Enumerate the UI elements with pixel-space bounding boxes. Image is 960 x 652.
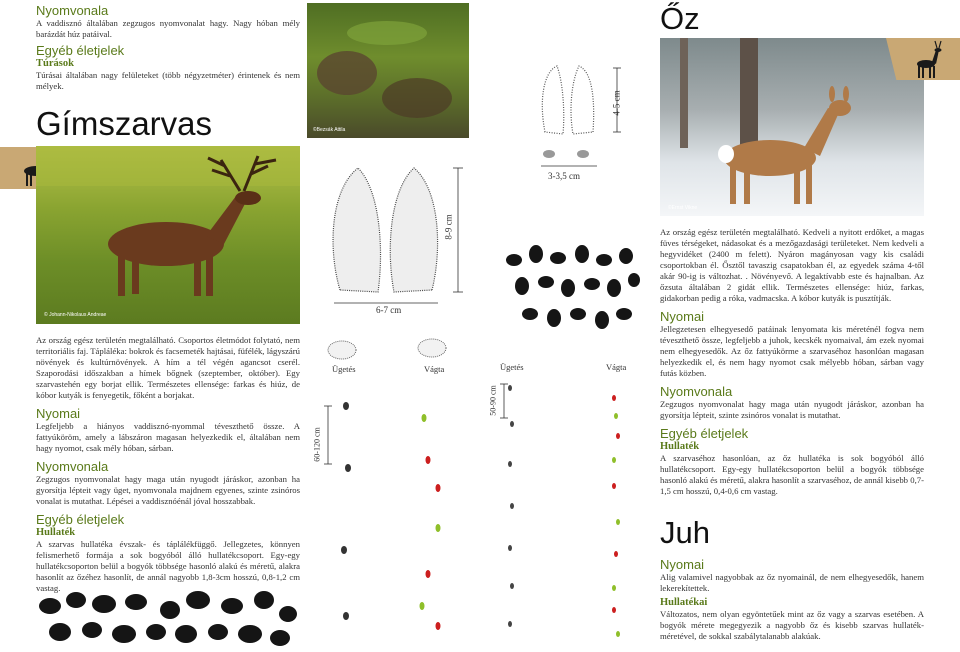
red-deer-tracks-heading: Nyomai <box>36 406 81 421</box>
roe-deer-photo-credit: ©Ernst Vikne <box>668 205 698 211</box>
roe-deer-droppings-subheading: Hullaték <box>660 441 700 452</box>
roe-deer-illustration <box>660 38 924 216</box>
boar-track-line-heading: Nyomvonala <box>36 3 109 18</box>
roe-deer-title: Őz <box>660 1 700 36</box>
red-deer-droppings-text: A szarvas hullatéka évszak- és táplálékfüggő. Jellegzetes, könnyen felismerhető formája a sok bogyóból álló hullatékcsoport. Egy-egy hullatékcsoporton belül a bogyók többsége hasonló alakú és méretű, alakra hasonlít az őzéhez hasonlít, de annál nagyobb 1,8-3cm hosszú, 0,8-1,2 cm vastag. <box>36 539 300 593</box>
red-deer-footprint-width: 6-7 cm <box>376 305 402 315</box>
roe-footprint-length: 4-5 cm <box>611 90 622 116</box>
red-deer-footprint <box>320 160 470 320</box>
sheep-title: Juh <box>660 515 710 550</box>
roe-deer-badge <box>886 38 960 80</box>
red-deer-trot-label: Ügetés <box>332 364 356 374</box>
roe-deer-track-line-text: Zegzugos nyomvonalat hagy maga után nyugodt járáskor, azonban ha gyorsítja lépteit, szinte zsinóros vonalat is mutathat. <box>660 399 924 420</box>
roe-deer-tracks-text: Jellegzetesen elhegyesedő patáinak lenyomata kis méreténél fogva nem téveszthető össze, legfeljebb a juhok, kecskék nyomaival, ám ezek nyomai nem elhegyesedők. Az őz fattyúkörme a szarvaséhoz hasonlóan magasan helyezkedik el, és nem hagy nyomot csak mélyebb hóban, sárban vagy futás közben. <box>660 324 924 378</box>
left-column-top <box>36 3 300 92</box>
roe-deer-droppings-image <box>502 240 644 340</box>
red-deer-intro: Az ország egész területén megtalálható. Csoportos életmódot folytató, nem territoriális faj. Tápláléka: bokrok és facsemeték hajtásai, füfélék, lágyszárú növények és kultúrnövények. A hím a tél végén agancsot cserél. Szaporodási időszakban a hímek bőgnek (szeptember, október). Egy szarvastehén egy borjat ellik. Természetes ellensége: farkas és hiúz, de kóbor kutyák is fenyegetik, főként a borjakat. <box>36 335 300 400</box>
boar-other-signs-heading: Egyéb életjelek <box>36 43 125 58</box>
roe-deer-stride-label: 50-90 cm <box>488 385 498 416</box>
boar-rooting-subheading: Túrások <box>36 58 74 69</box>
red-deer-track-line <box>310 378 470 650</box>
red-deer-stride-label: 60-120 cm <box>312 427 322 462</box>
boar-track-line-text: A vaddisznó általában zegzugos nyomvonalat hagy. Nagy hóban mély barázdát húz patáival. <box>36 18 300 39</box>
roe-deer-track-line <box>490 378 650 650</box>
red-deer-droppings-image <box>36 588 300 650</box>
red-deer-track-line-heading: Nyomvonala <box>36 459 109 474</box>
red-deer-tracks-text: Legfeljebb a hiányos vaddisznó-nyommal téveszthető össze. A fattyúköröm, amely a lábszáron magasan helyezkedik el, általában nem hagy nyomot, csak mély hóban, sárban. <box>36 421 300 453</box>
red-deer-droppings-subheading: Hullaték <box>36 527 76 538</box>
roe-deer-text-block <box>660 227 924 497</box>
red-deer-gait-sketch <box>324 338 454 362</box>
red-deer-title: Gímszarvas <box>36 105 213 142</box>
rooting-ground-illustration <box>307 3 469 138</box>
roe-deer-other-signs-heading: Egyéb életjelek <box>660 426 749 441</box>
roe-deer-photo <box>660 38 924 216</box>
sheep-tracks-text: Alig valamivel nagyobbak az őz nyomainál, de nem elhegyesedők, hanem lekerekítettek. <box>660 572 924 593</box>
rooting-photo-credit: ©Bezsák Attila <box>313 127 346 133</box>
roe-deer-silhouette-icon <box>908 38 948 80</box>
roe-deer-intro: Az ország egész területén megtalálható. Kedveli a nyitott erdőket, a magas füves térségeket, nádasokat és a mezőgazdasági területeket. Nem kedveli a hegyvidéket (2400 m felett). Nyáron magányosan vagy kis családi csoportokban él. Ősztől tavaszig csapatokban él, az egyedek száma 4-től akár 90-ig is változhat. . Növényevő. A legaktívabb este és hajnalban. Az őzsuta általában 2 gidát ellik. Természetes ellensége: hiúz, farkas, gidakorban pedig a róka, vadmacska. A kóbor kutyák is pusztítják. <box>660 227 924 303</box>
roe-deer-track-line-heading: Nyomvonala <box>660 384 733 399</box>
red-deer-gallop-label: Vágta <box>424 364 445 374</box>
sheep-droppings-subheading: Hullatékai <box>660 597 708 608</box>
red-deer-footprint-length: 8-9 cm <box>443 214 454 240</box>
roe-deer-tracks-heading: Nyomai <box>660 309 705 324</box>
red-deer-other-signs-heading: Egyéb életjelek <box>36 512 125 527</box>
red-deer-illustration <box>36 146 300 324</box>
roe-deer-trot-label: Ügetés <box>500 362 524 372</box>
rooting-ground-photo <box>307 3 469 138</box>
boar-rooting-text: Túrásai általában nagy felületeket (több négyzetméter) érintenek és nem mélyek. <box>36 70 300 91</box>
red-deer-text-block <box>36 335 300 594</box>
red-deer-photo <box>36 146 300 324</box>
roe-footprint-width: 3-3,5 cm <box>548 171 580 181</box>
red-deer-photo-credit: © Johann-Nikolaus Andreae <box>44 312 107 318</box>
sheep-tracks-heading: Nyomai <box>660 557 705 572</box>
roe-deer-droppings-text: A szarvaséhoz hasonlóan, az őz hullatéka is sok bogyóból álló hullatékcsoport. Egy-egy hullatékcsoporton belül a bogyók többsége hasonló alakú és méretű, alakra hasonlít a szarvaséhoz, de annál kisebb 0,7-1,5 cm hosszú, 0,4-0,6 cm vastag. <box>660 453 924 496</box>
roe-deer-footprint <box>535 62 625 172</box>
red-deer-track-line-text: Zegzugos nyomvonalat hagy maga után nyugodt járáskor, azonban ha gyorsítja lépteit vagy üget, nyomvonala majdnem egyenes, szinte zsinóros vonalat is mutathat. Lépései a vaddisznóénál jóval hosszabbak. <box>36 474 300 506</box>
sheep-droppings-text: Változatos, nem olyan egyöntetűek mint az őz vagy a szarvas esetében. A bogyók mérete megegyezik a nagyobb őz és kisebb szarvas hullaték-méretével, de sokkal szabálytalanabb alakúak. <box>660 609 924 641</box>
sheep-text-block <box>660 557 924 642</box>
roe-deer-gallop-label: Vágta <box>606 362 627 372</box>
